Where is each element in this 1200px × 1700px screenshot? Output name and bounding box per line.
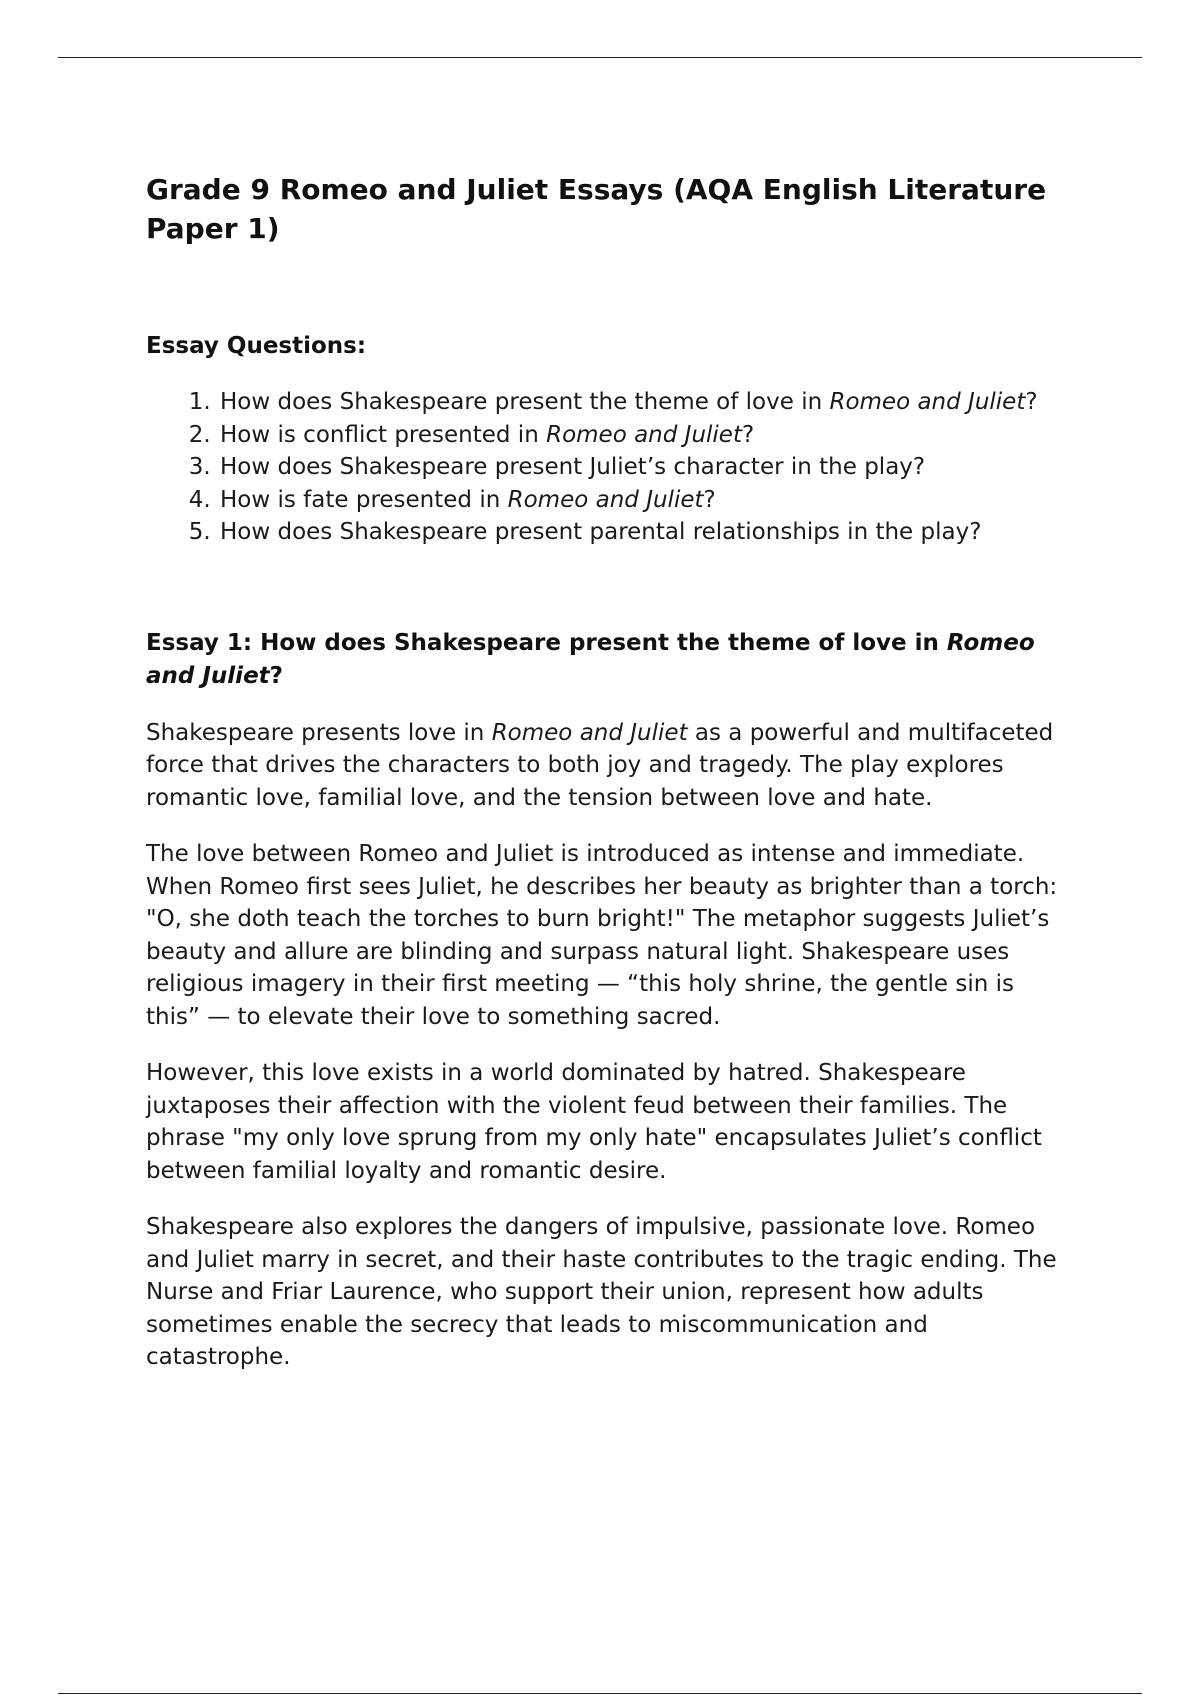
essay-1-paragraph: However, this love exists in a world dominated by hatred. Shakespeare juxtaposes their affection with the violent feud between their families. The phrase "my only love sprung from my only hate" encapsulates Juliet’s conflict between familial loyalty and romantic desire. bbox=[146, 1060, 1042, 1184]
top-rule bbox=[58, 57, 1142, 58]
question-item: 5. How does Shakespeare present parental relationships in the play? bbox=[218, 516, 1066, 549]
essay-1-paragraph: The love between Romeo and Juliet is introduced as intense and immediate. When Romeo first sees Juliet, he describes her beauty as brighter than a torch: "O, she doth teach the torches to burn bright!" The metaphor suggests Juliet’s beauty and allure are blinding and surpass natural light. Shakespeare uses religious imagery in their first meeting — “this holy shrine, the gentle sin is this” — to elevate their love to something sacred. bbox=[146, 841, 1058, 1030]
document-title: Grade 9 Romeo and Juliet Essays (AQA English Literature Paper 1) bbox=[146, 173, 1047, 245]
essay-1-heading: Essay 1: How does Shakespeare present the theme of love in Romeo and Juliet? bbox=[146, 629, 1035, 689]
essay-1-paragraph: Shakespeare presents love in Romeo and Juliet as a powerful and multifaceted force that drives the characters to both joy and tragedy. The play explores romantic love, familial love, and the tension between love and hate. bbox=[146, 719, 1054, 811]
document-body bbox=[146, 170, 1066, 1374]
bottom-rule bbox=[58, 1693, 1142, 1694]
essay-questions-list bbox=[146, 386, 1066, 549]
question-item: 3. How does Shakespeare present Juliet’s character in the play? bbox=[218, 451, 1066, 484]
question-item: 1. How does Shakespeare present the theme of love in Romeo and Juliet? bbox=[218, 386, 1066, 419]
essay-1-paragraph: Shakespeare also explores the dangers of impulsive, passionate love. Romeo and Juliet marry in secret, and their haste contributes to the tragic ending. The Nurse and Friar Laurence, who support their union, represent how adults sometimes enable the secrecy that leads to miscommunication and catastrophe. bbox=[146, 1214, 1057, 1370]
question-item: 2. How is conflict presented in Romeo and Juliet? bbox=[218, 419, 1066, 452]
essay-questions-heading: Essay Questions: bbox=[146, 333, 367, 359]
question-item: 4. How is fate presented in Romeo and Juliet? bbox=[218, 484, 1066, 517]
